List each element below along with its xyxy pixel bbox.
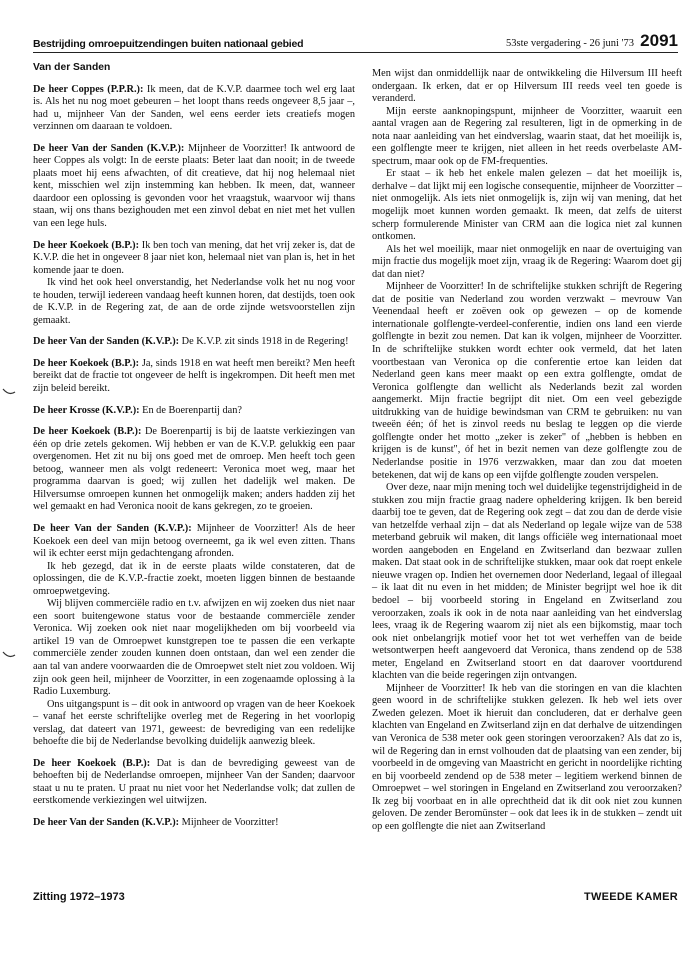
- speech-paragraph: Er staat – ik heb het enkele malen gelezen – dat het moeilijk is, derhalve – dat lijkt mij een logische consequentie, mijnheer de Voorzitter – niet onmogelijk. Als iets niet onmogelijk is, zijn wij van mening, dat het mogelijk moet kunnen worden gemaakt. Ik meen, dat zelfs de uiterst scherp formulerende Minister van CRM aan die logica niet zal kunnen ontkomen.: [372, 168, 682, 243]
- header-title: Bestrijding omroepuitzendingen buiten nationaal gebied: [33, 38, 304, 50]
- header-session: 53ste vergadering - 26 juni '73: [506, 38, 634, 49]
- speech-text: Ik ben toch van mening, dat het vrij zeker is, dat de K.V.P. die het in ongeveer 8 jaar niet kon, helemaal niet van plan is, het in het komende jaar te doen.: [33, 239, 355, 276]
- speech-paragraph: Mijnheer de Voorzitter! Ik heb van die storingen en van die klachten geen woord in de schriftelijke stukken gelezen. Ik heb wel iets over Zweden gelezen. Moet ik hieruit dan concluderen, dat er derhalve geen klachten van Engeland en Zwitserland zijn en dat derhalve de uitzendingen van Veronica de 538 meter ook geen storingen veroorzaken? Als dat zo is, wil de Regering dan in ernst volhouden dat de plaatsing van een zender, bij voorbeeld in de omgeving van Maastricht en gericht in noordelijke richting en bij voorbeeld zendend op de 538 meter – legitiem werkend binnen de Omroepwet – wel storingen in Engeland en Zwitserland zou veroorzaken? Ik zeg bij voorbaat en in alle oprechtheid dat ik dit ook niet zou kunnen geloven. De zender Beromünster – ook dat lees ik in de stukken – zendt uit op een golflengte die niet aan Zwitserland: [372, 682, 682, 832]
- page-number: 2091: [640, 31, 678, 50]
- speech-text: Mijnheer de Voorzitter! Als de heer Koekoek een deel van mijn betoog overneemt, ga ik wel even zitten. Thans wil ik echter eerst mijn gedachtengang afronden.: [33, 522, 356, 560]
- speech-text: Ik meen, dat de K.V.P. daarmee toch wel erg laat is. Als het nu nog moet gebeuren – het loopt thans reeds ongeveer 8,5 jaar –, had u, mijnheer Van der Sanden, wel eens eerder iets creatiefs mogen verzinnen om daaraan te voldoen.: [33, 83, 355, 133]
- speaker-name: De heer Van der Sanden (K.V.P.):: [33, 816, 180, 828]
- speech-paragraph: Als het wel moeilijk, maar niet onmogelijk en naar de overtuiging van mijn fractie dus mogelijk moet zijn, vraag ik de Regering: Waarom doet gij dat dan niet?: [372, 243, 682, 280]
- speech-paragraph: Ons uitgangspunt is – dit ook in antwoord op vragen van de heer Koekoek – vanaf het eerste schriftelijke overleg met de Regering in het voorlopig verslag, dat dateert van 1971, geweest: de bevrediging van een redelijke behoefte die bij de Nederlandse bevolking duidelijk aanwezig bleek.: [33, 698, 355, 748]
- speaker-name: De heer Van der Sanden (K.V.P.):: [33, 336, 180, 348]
- section-heading: Van der Sanden: [33, 62, 111, 73]
- speech-text: De Boerenpartij is bij de laatste verkiezingen van één op drie zetels gekomen. Wij hebben er van de K.V.P. gelukkig een paar overgenomen. Het zit nu bij ons goed met de omroep. Men heeft toch geen betoog, wanneer men als volgt redeneert: Veronica moet weg, maar het programma daarvan is goed; wij zullen het dadelijk wel maken. De Hilversumse omroepen kunnen het onmogelijk maken; anders hadden zij het wel gemaakt en had Veronica nooit de kans gekregen, zo te groeien.: [33, 426, 355, 513]
- speech-text: En de Boerenpartij dan?: [139, 404, 242, 416]
- speech-text: Mijnheer de Voorzitter! Ik antwoord de heer Coppes als volgt: In de eerste plaats: Beter laat dan nooit; in de tweede plaats moet hij eens afwachten, of dit creatieve, dat hij nog helemaal niet kent, misschien wel zijn instemming kan hebben. Ik meen, dat, wanneer daardoor een oplossing is gevonden voor het vraagstuk, waarvoor wij thans staan, wij ons thans bezighouden met een zinvol debat en niet met het vullen van een lege huls.: [33, 142, 355, 230]
- speech-paragraph: Ik heb gezegd, dat ik in de eerste plaats wilde constateren, dat de oplossingen, die de K.V.P.-fractie zoekt, moeten liggen binnen de bestaande omroepwetgeving.: [33, 560, 355, 597]
- speaker-name: De heer Koekoek (B.P.):: [33, 239, 140, 251]
- speech-text: Mijnheer de Voorzitter!: [179, 816, 279, 828]
- speaker-paragraph: [33, 817, 355, 830]
- speaker-name: De heer Koekoek (B.P.):: [33, 757, 151, 769]
- speaker-paragraph: [33, 758, 355, 808]
- speaker-paragraph: [33, 523, 355, 561]
- left-column: [33, 62, 355, 830]
- speech-paragraph: Over deze, naar mijn mening toch wel duidelijke tegenstrijdigheid in de stukken zou mijn fractie graag nadere opheldering krijgen. Ik ben bereid daarbij toe te geven, dat de Regering ook zegt – dat zou dan de derde visie van hetzelfde verhaal zijn – dat als Nederland op legale wijze van de 538 meterband gebruik wil maken, dit langs officiële weg internationaal moet worden aangeboden en Engeland en Zwitserland dan bezwaar zullen maken. Dat staat ook in de schriftelijke stukken, maar ook dat roept enkele nieuwe vragen op. Indien het overnemen door Nederland, legaal of illegaal – ik laat dit nu even in het midden; de Minister begrijpt wel hoe ik dit bedoel – bij voorbeeld storing in Engeland en Zwitserland zou veroorzaken, zoals ik ook in de nota naar aanleiding van het eindverslag lees, vraag ik de Regering waarom zij niet als een bijkomstig, maar toch ook niet onbelangrijk motief voor het tot wet verheffen van de beide wetsontwerpen heeft aangevoerd dat Veronica, thans zendend op de 538 meter, Engeland en Zwitserland stoort en dat daarover voortdurend klachten van die beide regeringen zijn ontvangen.: [372, 482, 682, 682]
- speech-paragraph: Men wijst dan onmiddellijk naar de ontwikkeling die Hilversum III heeft ondergaan. Ik erken, dat er op Hilversum III reeds veel ten goede is veranderd.: [372, 68, 682, 105]
- speaker-paragraph: [33, 405, 355, 418]
- speech-paragraph: Mijnheer de Voorzitter! In de schriftelijke stukken schrijft de Regering dat de positie van Nederland zou worden verzwakt – mevrouw Van Veenendaal heeft er zoëven ook op gewezen – op de komende internationale golflengte-verdeel-conferentie, indien ons land een vierde golflengte in bezit zou nemen. Dat kan ik volgen, mijnheer de Voorzitter. In de schriftelijke stukken wordt echter ook vermeld, dat het laten voortbestaan van Veronica op die conferentie ertoe kan leiden dat Nederland geen kans meer maakt op een extra golflengte, omdat de Veronica golflengte dan wellicht als Nederlands bezit zal worden aangemerkt. Mijn fractie begrijpt dit niet. Om een veel gebezigde uitdrukking van de huidige bewindsman van CRM te gebruiken: nu van tweeën één; óf het is zinvol reeds nu beslag te leggen op die vierde golflengte onder het motto „zeker is zeker" of „hebben is hebben en krijgen is de kunst", óf het in bezit nemen van deze golflengte zou de Nederlandse positie in 1976 verzwakken, maar dan zou dat moeten betekenen, dat wij de kans op een vijfde golflengte zouden verspelen.: [372, 281, 682, 481]
- margin-mark: [2, 646, 16, 654]
- speaker-paragraph: [33, 84, 355, 134]
- margin-mark: [2, 383, 16, 391]
- speaker-name: De heer Van der Sanden (K.V.P.):: [33, 522, 192, 534]
- speech-text: Ja, sinds 1918 en wat heeft men bereikt? Men heeft bereikt dat de fractie tot ongeveer de helft is ingekrompen. Dit heeft men met zijn beleid bereikt.: [33, 357, 355, 395]
- speaker-paragraph: [33, 336, 355, 349]
- speech-text: De K.V.P. zit sinds 1918 in de Regering!: [179, 336, 349, 348]
- speaker-name: De heer Krosse (K.V.P.):: [33, 404, 140, 416]
- speaker-name: De heer Koekoek (B.P.):: [33, 357, 140, 369]
- footer-session: Zitting 1972–1973: [33, 891, 125, 903]
- speaker-paragraph: [33, 240, 355, 278]
- speech-text: Dat is dan de bevrediging geweest van de behoeften bij de Nederlandse omroepen, mijnheer Van der Sanden; daarvoor staat u nu te praten. U praat nu niet voor het Nederlandse volk; dat zullen de eerstkomende verkiezingen wel uitwijzen.: [33, 757, 355, 807]
- speech-paragraph: Wij blijven commerciële radio en t.v. afwijzen en wij zoeken dus niet naar een soort buitengewone status voor de bestaande commerciële zender Veronica. Wij zoeken ook niet naar mogelijkheden om bij voorbeeld via artikel 19 van de Omroepwet kunstgrepen toe te passen die een verkapte commerciële zender zouden kunnen doen ontstaan, dan wel een zender die aan tal van andere voorwaarden die de Omroepwet stelt niet zou voldoen. Wij zijn ook geen heil, mijnheer de Voorzitter, in een zogenaamde oplossing à la Radio Luxemburg.: [33, 598, 355, 698]
- speech-paragraph: Mijn eerste aanknopingspunt, mijnheer de Voorzitter, waaruit een aantal vragen aan de Regering zal resulteren, ligt in de opmerking in de nota naar aanleiding van het eindverslag, waarin staat, dat het moeilijk is, een golflengte meer te krijgen, niet alleen in het reeds overbelaste AM-spectrum, maar ook op de FM-frequenties.: [372, 105, 682, 167]
- footer-chamber: TWEEDE KAMER: [583, 891, 678, 903]
- speaker-name: De heer Coppes (P.P.R.):: [33, 83, 144, 95]
- running-header: [33, 30, 678, 53]
- right-column: [372, 68, 682, 833]
- speaker-name: De heer Van der Sanden (K.V.P.):: [33, 142, 185, 154]
- speaker-paragraph: [33, 426, 355, 514]
- speaker-paragraph: [33, 143, 355, 231]
- speaker-name: De heer Koekoek (B.P.):: [33, 426, 142, 438]
- speech-paragraph: Ik vind het ook heel onverstandig, het Nederlandse volk het nu nog voor te houden, terwijl iedereen vandaag heeft kunnen horen, dat destijds, toen ook de K.V.P. in de Regering zat, de aan de orde zijnde wetsvoorstellen zijn gemaakt.: [33, 277, 355, 326]
- speaker-paragraph: [33, 358, 355, 396]
